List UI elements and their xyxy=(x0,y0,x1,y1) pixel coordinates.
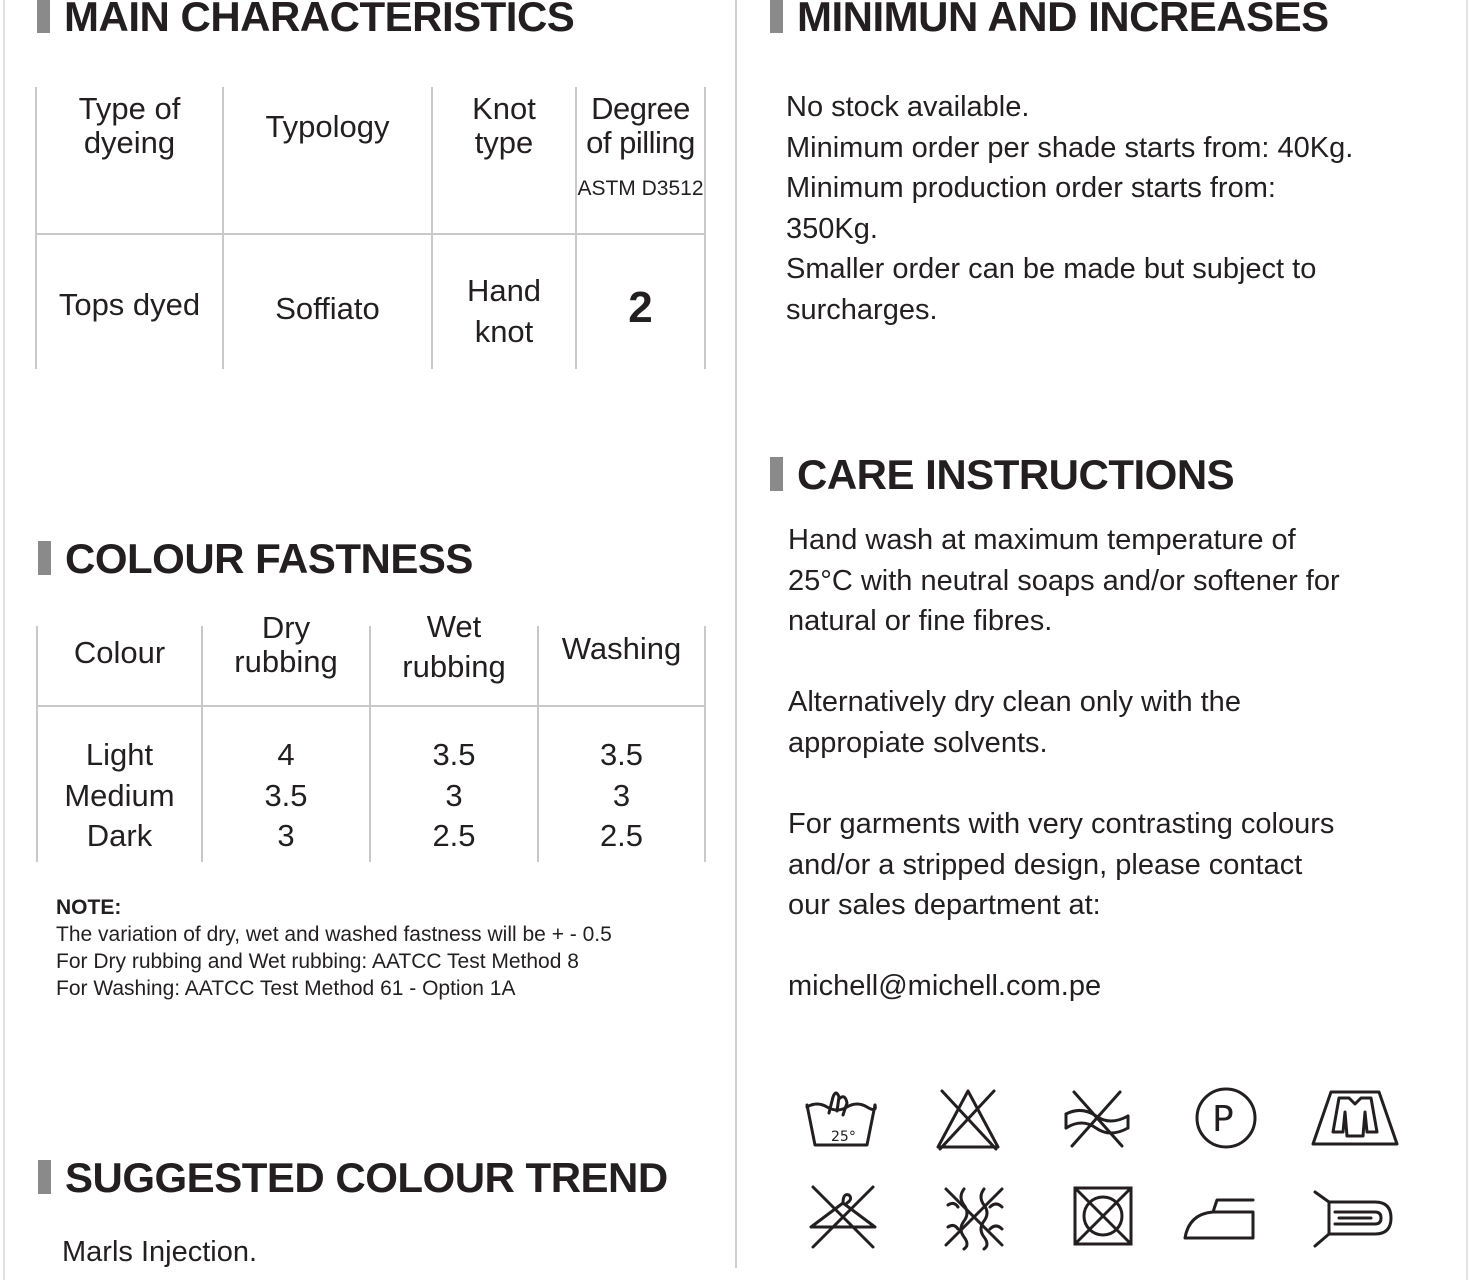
note-line-2: For Dry rubbing and Wet rubbing: AATCC Test Method 8 xyxy=(56,950,579,973)
table-row: 3.5 xyxy=(432,737,476,772)
heading-bar xyxy=(770,0,783,33)
heading-bar xyxy=(38,541,51,575)
heading-bar xyxy=(770,457,783,491)
care-paragraph-2: Alternatively dry clean only with the appropiate solvents. xyxy=(788,686,1241,759)
table-row: 3 xyxy=(612,777,631,813)
value-degree-of-pilling: 2 xyxy=(628,283,653,332)
column-colour-values xyxy=(38,735,201,857)
header-wet-rubbing: Wet rubbing xyxy=(402,609,506,684)
no-bleach-icon xyxy=(934,1087,1002,1151)
header-typology: Typology xyxy=(265,109,390,144)
colour-fastness-heading: COLOUR FASTNESS xyxy=(38,538,473,580)
page-edge-left xyxy=(3,0,5,1280)
no-wring-icon xyxy=(1062,1088,1132,1150)
table-row: 3.5 xyxy=(264,777,308,813)
header-pilling-standard: ASTM D3512 xyxy=(577,177,704,200)
table-row: Dark xyxy=(86,818,153,853)
note-title: NOTE: xyxy=(56,896,122,919)
suggested-colour-trend-heading: SUGGESTED COLOUR TREND xyxy=(38,1157,668,1199)
header-type-of-dyeing: Type of dyeing xyxy=(78,91,181,160)
table-row: 2.5 xyxy=(432,818,476,853)
header-knot-type: Knot type xyxy=(472,91,536,160)
care-paragraph-3: For garments with very contrasting colours and/or a stripped design, please contact our sales department at: xyxy=(788,808,1335,921)
no-hang-dry-icon xyxy=(807,1183,879,1251)
table-row: 4 xyxy=(277,737,295,772)
column-washing-values xyxy=(539,735,704,857)
value-knot-type: Hand knot xyxy=(466,273,542,349)
table-row: 3 xyxy=(277,818,295,853)
table-row: 2.5 xyxy=(599,818,644,853)
care-instructions-heading: CARE INSTRUCTIONS xyxy=(770,454,1234,496)
header-dry-rubbing: Dry rubbing xyxy=(234,610,338,679)
column-divider xyxy=(735,0,737,1268)
svg-text:25°: 25° xyxy=(831,1129,856,1145)
minimum-increases-heading: MINIMUN AND INCREASES xyxy=(770,0,1329,38)
heading-bar xyxy=(38,1160,51,1194)
table-row: 3.5 xyxy=(599,737,644,772)
main-characteristics-heading: MAIN CHARACTERISTICS xyxy=(37,0,574,38)
press-cloth-icon xyxy=(1313,1188,1395,1250)
column-dry-values xyxy=(203,735,369,857)
value-type-of-dyeing: Tops dyed xyxy=(58,287,201,322)
header-washing: Washing xyxy=(561,631,682,666)
contact-email[interactable]: michell@michell.com.pe xyxy=(788,970,1102,1002)
column-wet-values xyxy=(371,735,537,857)
table-row: Light xyxy=(85,737,154,772)
no-steam-icon xyxy=(940,1183,1008,1251)
table-row: 3 xyxy=(445,777,463,813)
no-tumble-dry-icon xyxy=(1072,1185,1134,1247)
svg-text:P: P xyxy=(1212,1099,1234,1140)
note-line-1: The variation of dry, wet and washed fastness will be + - 0.5 xyxy=(56,923,612,946)
minimum-text: No stock available. Minimum order per shade starts from: 40Kg. Minimum production order starts from: 350Kg. Smaller order can be made but subject to surcharges. xyxy=(786,91,1354,326)
heading-bar xyxy=(37,0,50,33)
hand-wash-icon xyxy=(803,1085,879,1151)
suggested-trend-text: Marls Injection. xyxy=(62,1236,258,1268)
table-row: Medium xyxy=(64,777,175,813)
page-edge-right xyxy=(1466,0,1468,1280)
header-colour: Colour xyxy=(73,635,166,670)
care-paragraph-1: Hand wash at maximum temperature of 25°C with neutral soaps and/or softener for natural or fine fibres. xyxy=(788,524,1340,637)
note-line-3: For Washing: AATCC Test Method 61 - Option 1A xyxy=(56,977,516,1000)
dry-flat-icon xyxy=(1311,1088,1399,1148)
dry-clean-p-icon xyxy=(1194,1086,1258,1150)
header-degree-of-pilling: Degree of pilling xyxy=(586,91,695,160)
low-iron-icon xyxy=(1183,1196,1257,1242)
value-typology: Soffiato xyxy=(275,291,380,326)
